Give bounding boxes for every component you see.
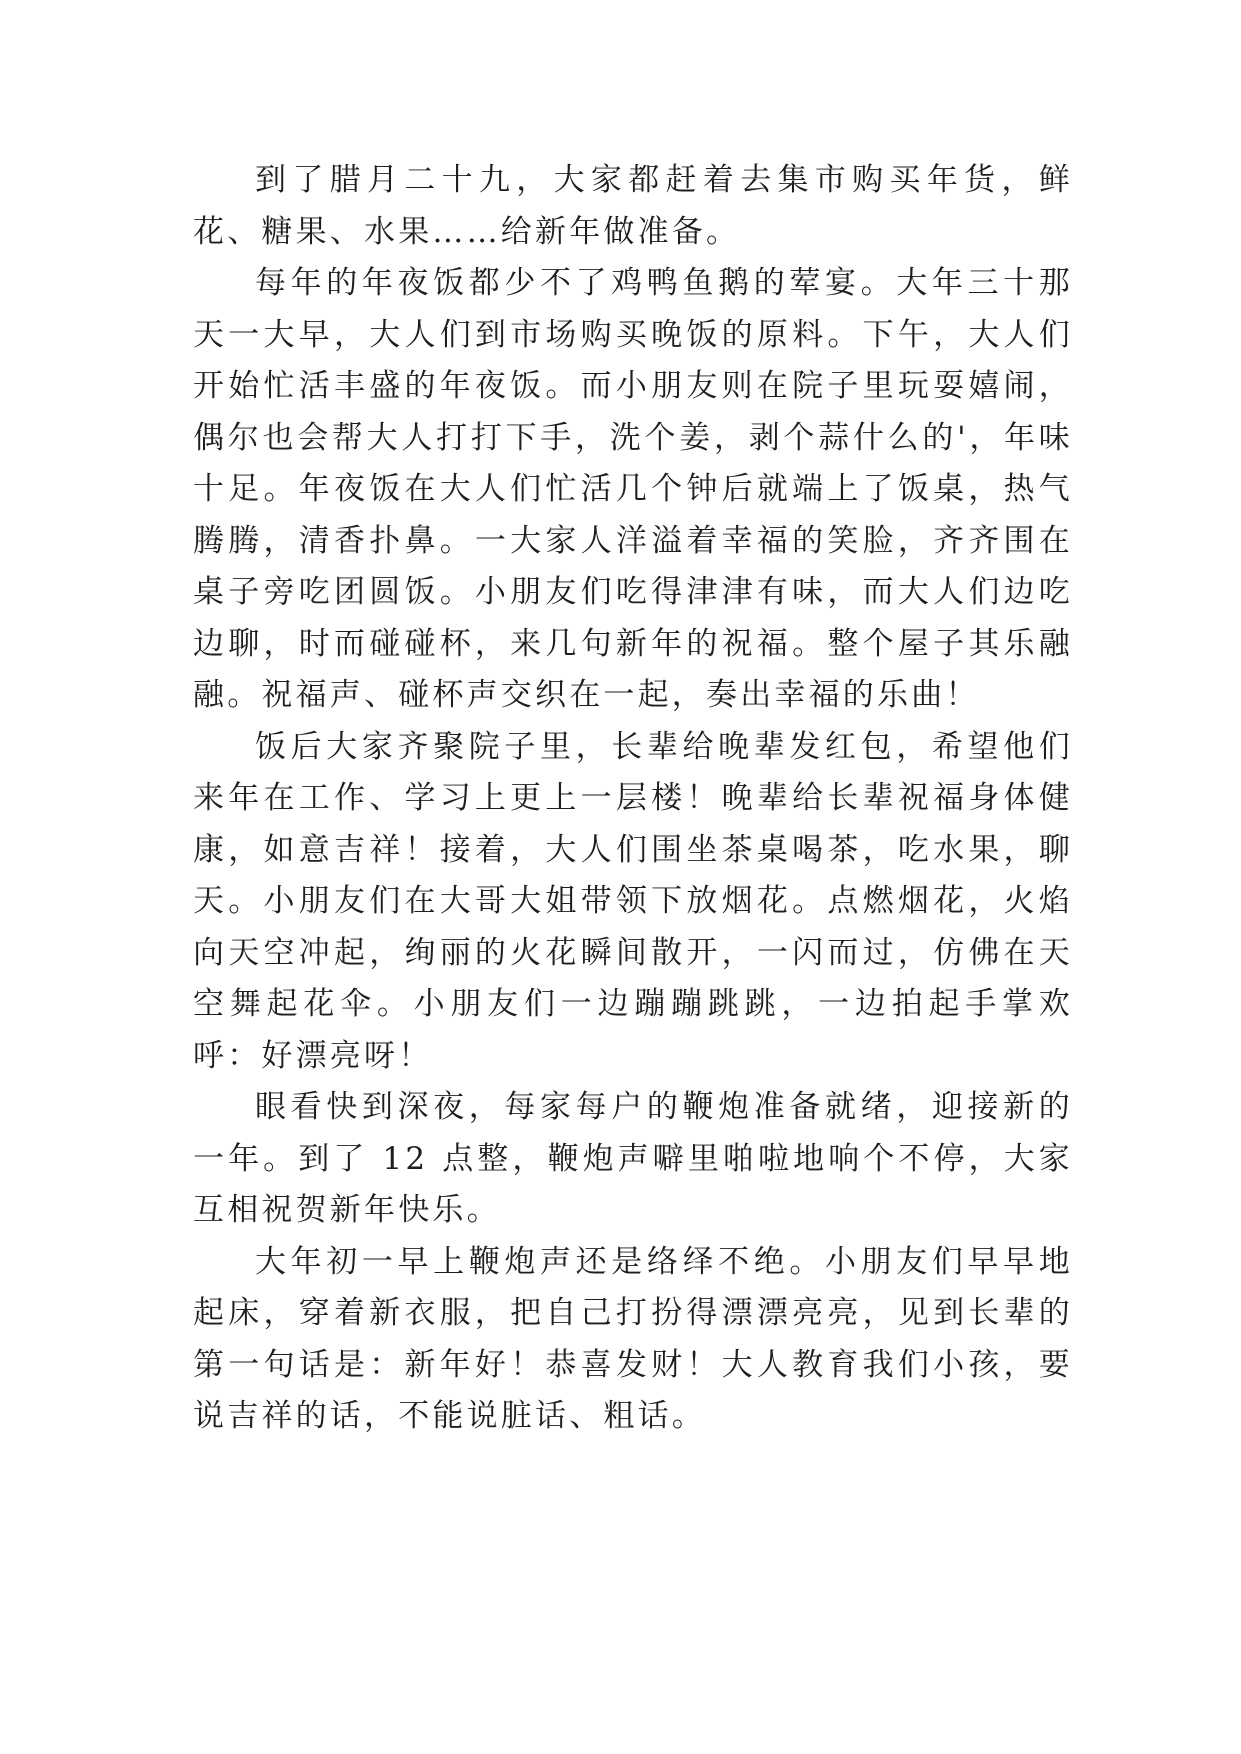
document-body [193, 155, 1073, 1443]
paragraph-buying-new-year-goods: 到了腊月二十九，大家都赶着去集市购买年货，鲜花、糖果、水果……给新年做准备。 [193, 162, 1073, 250]
paragraph-red-envelopes-fireworks: 饭后大家齐聚院子里，长辈给晚辈发红包，希望他们来年在工作、学习上更上一层楼！晚辈给长辈祝福身体健康，如意吉祥！接着，大人们围坐茶桌喝茶，吃水果，聊天。小朋友们在大哥大姐带领下放烟花。点燃烟花，火焰向天空冲起，绚丽的火花瞬间散开，一闪而过，仿佛在天空舞起花伞。小朋友们一边蹦蹦跳跳，一边拍起手掌欢呼：好漂亮呀！ [193, 728, 1073, 1074]
paragraph-midnight-firecrackers: 眼看快到深夜，每家每户的鞭炮准备就绪，迎接新的一年。到了 12 点整，鞭炮声噼里啪啦地响个不停，大家互相祝贺新年快乐。 [193, 1089, 1073, 1228]
paragraph-new-year-eve-dinner: 每年的年夜饭都少不了鸡鸭鱼鹅的荤宴。大年三十那天一大早，大人们到市场购买晚饭的原料。下午，大人们开始忙活丰盛的年夜饭。而小朋友则在院子里玩耍嬉闹，偶尔也会帮大人打打下手，洗个姜，剥个蒜什么的'，年味十足。年夜饭在大人们忙活几个钟后就端上了饭桌，热气腾腾，清香扑鼻。一大家人洋溢着幸福的笑脸，齐齐围在桌子旁吃团圆饭。小朋友们吃得津津有味，而大人们边吃边聊，时而碰碰杯，来几句新年的祝福。整个屋子其乐融融。祝福声、碰杯声交织在一起，奏出幸福的乐曲！ [193, 265, 1073, 713]
paragraph-new-year-morning: 大年初一早上鞭炮声还是络绎不绝。小朋友们早早地起床，穿着新衣服，把自己打扮得漂漂亮亮，见到长辈的第一句话是：新年好！恭喜发财！大人教育我们小孩，要说吉祥的话，不能说脏话、粗话。 [193, 1243, 1073, 1434]
